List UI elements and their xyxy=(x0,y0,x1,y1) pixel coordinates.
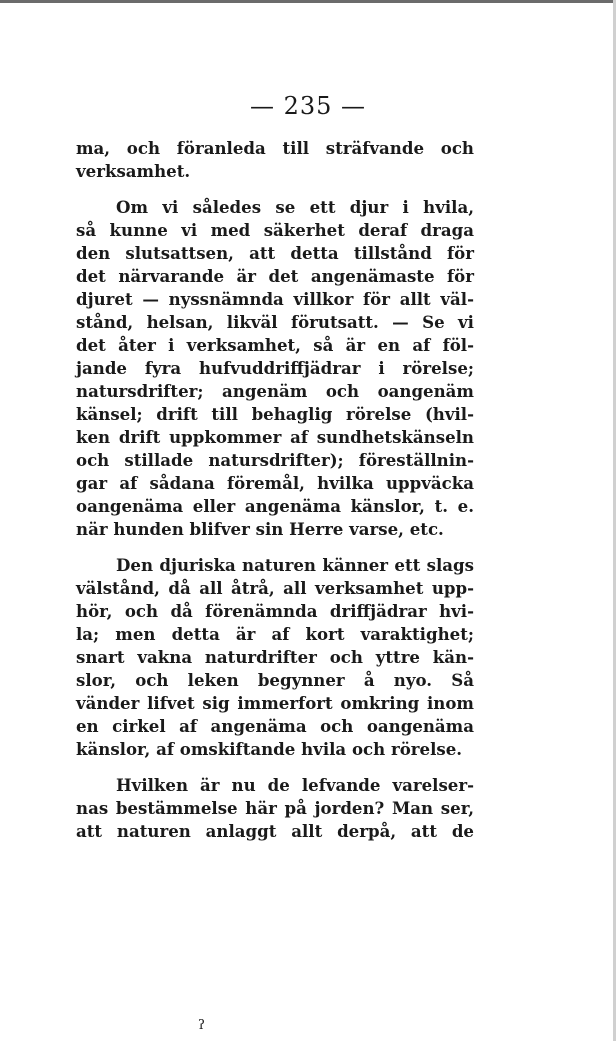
footer-mark: ʔ xyxy=(198,1018,205,1033)
text-line: och stillade natursdrifter); föreställnin- xyxy=(76,450,474,470)
paragraph-gap xyxy=(76,761,474,774)
text-line: att naturen anlaggt allt derpå, att de xyxy=(76,821,474,841)
body-text xyxy=(76,137,474,843)
paragraph xyxy=(76,774,474,843)
text-line: så kunne vi med säkerhet deraf draga xyxy=(76,220,474,240)
text-line: Hvilken är nu de lefvande varelser- xyxy=(116,775,474,795)
text-line: oangenäma eller angenäma känslor, t. e. xyxy=(76,496,474,516)
text-line: stånd, helsan, likväl förutsatt. — Se vi xyxy=(76,312,474,332)
text-line: Den djuriska naturen känner ett slags xyxy=(116,555,474,575)
text-line: djuret — nyssnämnda villkor för allt väl- xyxy=(76,289,474,309)
text-line: Om vi således se ett djur i hvila, xyxy=(116,197,474,217)
text-line: vänder lifvet sig immerfort omkring inom xyxy=(76,693,474,713)
text-line: välstånd, då all åtrå, all verksamhet upp- xyxy=(76,578,474,598)
text-line: känslor, af omskiftande hvila och rörelse. xyxy=(76,739,463,759)
text-line: snart vakna naturdrifter och yttre kän- xyxy=(76,647,474,667)
text-line: verksamhet. xyxy=(76,161,191,181)
paragraph xyxy=(76,137,474,183)
text-line: nas bestämmelse här på jorden? Man ser, xyxy=(76,798,474,818)
text-line: jande fyra hufvuddriffjädrar i rörelse; xyxy=(76,358,474,378)
text-line: natursdrifter; angenäm och oangenäm xyxy=(76,381,474,401)
text-line: slor, och leken begynner å nyo. Så xyxy=(76,670,474,690)
paragraph xyxy=(76,196,474,541)
paragraph xyxy=(76,554,474,761)
top-rule xyxy=(0,0,616,3)
text-line: en cirkel af angenäma och oangenäma xyxy=(76,716,474,736)
running-head: — 235 — xyxy=(249,92,367,120)
text-line: när hunden blifver sin Herre varse, etc. xyxy=(76,519,444,539)
text-line: känsel; drift till behaglig rörelse (hvil- xyxy=(76,404,474,424)
text-line: den slutsattsen, att detta tillstånd för xyxy=(76,243,474,263)
text-line: ken drift uppkommer af sundhetskänseln xyxy=(76,427,474,447)
text-line: la; men detta är af kort varaktighet; xyxy=(76,624,474,644)
text-line: gar af sådana föremål, hvilka uppväcka xyxy=(76,473,474,493)
text-line: det närvarande är det angenämaste för xyxy=(76,266,474,286)
text-line: hör, och då förenämnda driffjädrar hvi- xyxy=(76,601,474,621)
text-line: ma, och föranleda till sträfvande och xyxy=(76,138,474,158)
text-line: det åter i verksamhet, så är en af föl- xyxy=(76,335,474,355)
paragraph-gap xyxy=(76,183,474,196)
paragraph-gap xyxy=(76,541,474,554)
